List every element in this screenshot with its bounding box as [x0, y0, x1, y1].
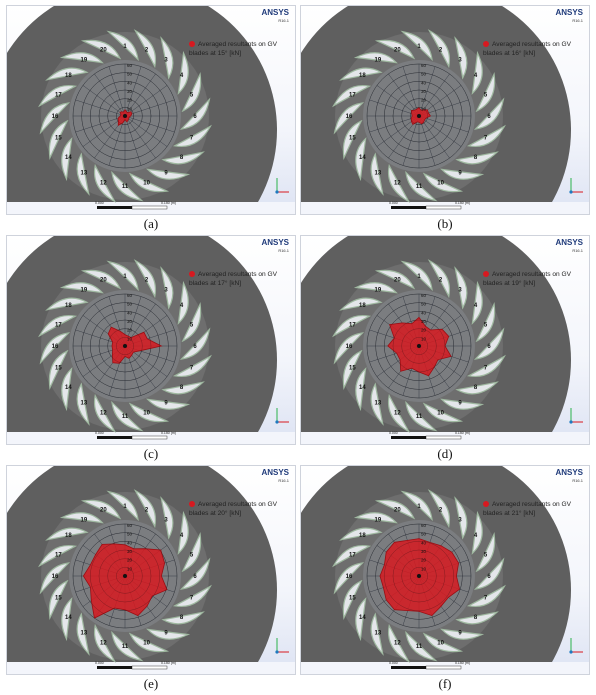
blade-number-label: 13 [374, 400, 382, 407]
blade-number-label: 14 [65, 385, 72, 392]
scale-label-start: 0.000 [389, 201, 398, 205]
blade-number-label: 9 [458, 170, 462, 177]
blade-number-label: 16 [345, 344, 353, 350]
blade-number-label: 11 [121, 184, 129, 190]
blade-number-label: 8 [179, 615, 184, 622]
blade-number-label: 12 [100, 640, 107, 647]
panel-caption: (e) [143, 676, 159, 691]
blade-number-label: 1 [123, 504, 127, 510]
blade-number-label: 9 [164, 170, 168, 177]
blade-number-label: 17 [55, 92, 62, 99]
legend-label: Averaged resultants on GV blades at 15° [kN] [189, 41, 278, 57]
blade-number-label: 12 [394, 640, 401, 647]
cfd-scene [7, 466, 296, 675]
axis-triad [569, 178, 583, 194]
blade-number-label: 10 [437, 180, 444, 187]
blade-number-label: 17 [55, 322, 62, 329]
radial-tick-label: 40 [127, 540, 133, 546]
brand-name: ANSYS [261, 468, 289, 477]
radial-tick-label: 20 [127, 97, 133, 103]
radial-tick-label: 20 [421, 557, 427, 563]
radial-tick-label: 60 [421, 523, 427, 528]
legend-swatch-icon [189, 271, 195, 277]
blade-number-label: 12 [394, 180, 401, 187]
blade-number-label: 5 [483, 322, 488, 329]
blade-number-label: 11 [415, 644, 423, 650]
blade-number-label: 17 [349, 322, 356, 329]
blade-number-label: 9 [164, 630, 168, 637]
scale-label-end: 0.150 (m) [161, 661, 176, 665]
panel-caption: (f) [438, 676, 452, 691]
panel-caption: (d) [437, 446, 453, 461]
scale-label-start: 0.000 [389, 431, 398, 435]
legend-swatch-icon [189, 501, 195, 507]
blade-number-label: 18 [65, 532, 72, 539]
legend-label: Averaged resultants on GV blades at 19° [kN] [483, 271, 572, 287]
centre-marker [417, 574, 421, 578]
blade-number-label: 6 [193, 114, 197, 120]
radial-tick-label: 10 [127, 336, 133, 342]
blade-number-label: 17 [55, 552, 62, 559]
cfd-scene [301, 236, 590, 445]
blade-number-label: 2 [144, 507, 149, 514]
blade-number-label: 8 [473, 385, 478, 392]
blade-number-label: 12 [100, 410, 107, 417]
blade-number-label: 19 [374, 517, 382, 524]
scale-label-start: 0.000 [95, 661, 104, 665]
blade-number-label: 14 [65, 615, 72, 622]
legend [189, 270, 294, 288]
radial-tick-label: 30 [127, 89, 133, 94]
blade-number-label: 7 [483, 595, 488, 602]
blade-number-label: 18 [359, 532, 366, 539]
blade-number-label: 2 [438, 507, 443, 514]
blade-number-label: 1 [417, 44, 421, 50]
panel-a [6, 5, 296, 215]
blade-number-label: 3 [458, 57, 462, 64]
blade-number-label: 13 [374, 170, 382, 177]
blade-number-label: 4 [179, 532, 184, 539]
blade-number-label: 5 [189, 552, 194, 559]
blade-number-label: 4 [473, 532, 478, 539]
panel-c [6, 235, 296, 445]
blade-number-label: 9 [164, 400, 168, 407]
blade-number-label: 20 [100, 277, 107, 284]
scale-label-end: 0.150 (m) [455, 431, 470, 435]
centre-marker [123, 114, 127, 118]
axis-triad [275, 408, 289, 424]
blade-number-label: 5 [483, 92, 488, 99]
radial-tick-label: 60 [127, 523, 133, 528]
blade-number-label: 15 [349, 595, 356, 602]
blade-number-label: 18 [359, 72, 366, 79]
radial-tick-label: 40 [127, 80, 133, 86]
blade-number-label: 3 [164, 517, 168, 524]
brand-version: R16.1 [572, 18, 583, 23]
blade-number-label: 7 [483, 365, 488, 372]
blade-number-label: 16 [345, 114, 353, 120]
blade-number-label: 10 [143, 640, 150, 647]
blade-number-label: 2 [144, 47, 149, 54]
radial-tick-label: 20 [127, 327, 133, 333]
blade-number-label: 14 [359, 385, 366, 392]
ansys-logo [261, 239, 289, 255]
radial-tick-label: 40 [421, 540, 427, 546]
cfd-scene [7, 6, 296, 215]
radial-tick-label: 30 [421, 319, 427, 324]
scale-label-end: 0.150 (m) [161, 201, 176, 205]
axis-triad [275, 178, 289, 194]
panel-f [300, 465, 590, 675]
blade-number-label: 4 [473, 72, 478, 79]
blade-number-label: 3 [164, 57, 168, 64]
radial-tick-label: 10 [421, 336, 427, 342]
blade-number-label: 3 [458, 517, 462, 524]
scale-label-start: 0.000 [95, 431, 104, 435]
centre-marker [417, 344, 421, 348]
radial-tick-label: 50 [127, 531, 133, 537]
blade-number-label: 6 [487, 344, 491, 350]
radial-tick-label: 30 [421, 89, 427, 94]
blade-number-label: 2 [438, 47, 443, 54]
blade-number-label: 15 [349, 135, 356, 142]
radial-tick-label: 30 [421, 549, 427, 554]
radial-tick-label: 60 [127, 293, 133, 298]
blade-number-label: 13 [374, 630, 382, 637]
scale-label-start: 0.000 [95, 201, 104, 205]
blade-number-label: 10 [437, 640, 444, 647]
blade-number-label: 7 [189, 365, 194, 372]
blade-number-label: 16 [345, 574, 353, 580]
scale-label-end: 0.150 (m) [161, 431, 176, 435]
cfd-scene [7, 236, 296, 445]
blade-number-label: 16 [51, 574, 59, 580]
radial-tick-label: 40 [421, 80, 427, 86]
ansys-logo [261, 469, 289, 485]
radial-tick-label: 50 [127, 301, 133, 307]
legend-label: Averaged resultants on GV blades at 17° [kN] [189, 271, 278, 287]
radial-tick-label: 60 [127, 63, 133, 68]
radial-tick-label: 40 [127, 310, 133, 316]
blade-number-label: 10 [143, 180, 150, 187]
panel-caption: (b) [437, 216, 453, 231]
radial-tick-label: 10 [127, 106, 133, 112]
brand-version: R16.1 [572, 248, 583, 253]
panel-d [300, 235, 590, 445]
brand-version: R16.1 [278, 18, 289, 23]
blade-number-label: 2 [438, 277, 443, 284]
blade-number-label: 12 [100, 180, 107, 187]
blade-number-label: 9 [458, 400, 462, 407]
blade-number-label: 18 [65, 302, 72, 309]
blade-number-label: 5 [483, 552, 488, 559]
blade-number-label: 20 [394, 47, 401, 54]
axis-triad [275, 638, 289, 654]
blade-number-label: 8 [473, 155, 478, 162]
blade-number-label: 16 [51, 344, 59, 350]
blade-number-label: 18 [359, 302, 366, 309]
brand-version: R16.1 [572, 478, 583, 483]
blade-number-label: 7 [189, 595, 194, 602]
radial-tick-label: 30 [127, 549, 133, 554]
brand-version: R16.1 [278, 478, 289, 483]
radial-tick-label: 20 [421, 97, 427, 103]
legend [189, 40, 294, 58]
blade-number-label: 6 [487, 114, 491, 120]
blade-number-label: 11 [121, 644, 129, 650]
scale-label-end: 0.150 (m) [455, 661, 470, 665]
brand-name: ANSYS [261, 8, 289, 17]
cfd-scene [301, 466, 590, 675]
legend [483, 40, 588, 58]
blade-number-label: 7 [483, 135, 488, 142]
radial-tick-label: 50 [127, 71, 133, 77]
blade-number-label: 6 [193, 574, 197, 580]
blade-number-label: 1 [417, 504, 421, 510]
cfd-scene [301, 6, 590, 215]
brand-version: R16.1 [278, 248, 289, 253]
ansys-logo [261, 9, 289, 25]
blade-number-label: 6 [487, 574, 491, 580]
ansys-logo [555, 469, 583, 485]
blade-number-label: 13 [80, 170, 88, 177]
blade-number-label: 14 [359, 615, 366, 622]
centre-marker [417, 114, 421, 118]
legend-swatch-icon [189, 41, 195, 47]
legend-label: Averaged resultants on GV blades at 21° [kN] [483, 501, 572, 517]
ansys-logo [555, 239, 583, 255]
panel-caption: (c) [143, 446, 159, 461]
blade-number-label: 2 [144, 277, 149, 284]
legend-label: Averaged resultants on GV blades at 20° [kN] [189, 501, 278, 517]
radial-tick-label: 10 [421, 566, 427, 572]
blade-number-label: 4 [179, 302, 184, 309]
axis-triad [569, 408, 583, 424]
blade-number-label: 1 [123, 274, 127, 280]
legend-swatch-icon [483, 501, 489, 507]
radial-tick-label: 20 [421, 327, 427, 333]
blade-number-label: 8 [179, 155, 184, 162]
blade-number-label: 11 [121, 414, 129, 420]
blade-number-label: 13 [80, 400, 88, 407]
blade-number-label: 15 [55, 135, 62, 142]
radial-tick-label: 40 [421, 310, 427, 316]
blade-number-label: 17 [349, 92, 356, 99]
panel-caption: (a) [143, 216, 159, 231]
blade-number-label: 10 [437, 410, 444, 417]
blade-number-label: 17 [349, 552, 356, 559]
blade-number-label: 14 [359, 155, 366, 162]
blade-number-label: 8 [473, 615, 478, 622]
blade-number-label: 18 [65, 72, 72, 79]
blade-number-label: 7 [189, 135, 194, 142]
radial-tick-label: 50 [421, 531, 427, 537]
legend [483, 500, 588, 518]
radial-tick-label: 60 [421, 293, 427, 298]
panel-b [300, 5, 590, 215]
blade-number-label: 15 [55, 365, 62, 372]
blade-number-label: 19 [80, 287, 88, 294]
brand-name: ANSYS [555, 468, 583, 477]
scale-label-end: 0.150 (m) [455, 201, 470, 205]
blade-number-label: 20 [100, 47, 107, 54]
axis-triad [569, 638, 583, 654]
brand-name: ANSYS [555, 8, 583, 17]
blade-number-label: 20 [394, 507, 401, 514]
blade-number-label: 1 [417, 274, 421, 280]
legend [483, 270, 588, 288]
blade-number-label: 4 [473, 302, 478, 309]
legend [189, 500, 294, 518]
brand-name: ANSYS [555, 238, 583, 247]
blade-number-label: 8 [179, 385, 184, 392]
blade-number-label: 13 [80, 630, 88, 637]
radial-tick-label: 50 [421, 301, 427, 307]
blade-number-label: 19 [80, 57, 88, 64]
blade-number-label: 14 [65, 155, 72, 162]
blade-number-label: 5 [189, 92, 194, 99]
panel-e [6, 465, 296, 675]
blade-number-label: 5 [189, 322, 194, 329]
blade-number-label: 6 [193, 344, 197, 350]
blade-number-label: 11 [415, 414, 423, 420]
blade-number-label: 19 [80, 517, 88, 524]
radial-tick-label: 20 [127, 557, 133, 563]
blade-number-label: 20 [394, 277, 401, 284]
radial-tick-label: 60 [421, 63, 427, 68]
blade-number-label: 16 [51, 114, 59, 120]
blade-number-label: 3 [164, 287, 168, 294]
radial-tick-label: 10 [127, 566, 133, 572]
legend-swatch-icon [483, 41, 489, 47]
blade-number-label: 19 [374, 57, 382, 64]
centre-marker [123, 574, 127, 578]
scale-label-start: 0.000 [389, 661, 398, 665]
blade-number-label: 12 [394, 410, 401, 417]
blade-number-label: 11 [415, 184, 423, 190]
brand-name: ANSYS [261, 238, 289, 247]
radial-tick-label: 10 [421, 106, 427, 112]
centre-marker [123, 344, 127, 348]
blade-number-label: 15 [55, 595, 62, 602]
blade-number-label: 10 [143, 410, 150, 417]
blade-number-label: 9 [458, 630, 462, 637]
blade-number-label: 19 [374, 287, 382, 294]
blade-number-label: 20 [100, 507, 107, 514]
ansys-logo [555, 9, 583, 25]
legend-label: Averaged resultants on GV blades at 16° [kN] [483, 41, 572, 57]
radial-tick-label: 30 [127, 319, 133, 324]
blade-number-label: 1 [123, 44, 127, 50]
radial-tick-label: 50 [421, 71, 427, 77]
blade-number-label: 3 [458, 287, 462, 294]
blade-number-label: 15 [349, 365, 356, 372]
legend-swatch-icon [483, 271, 489, 277]
blade-number-label: 4 [179, 72, 184, 79]
